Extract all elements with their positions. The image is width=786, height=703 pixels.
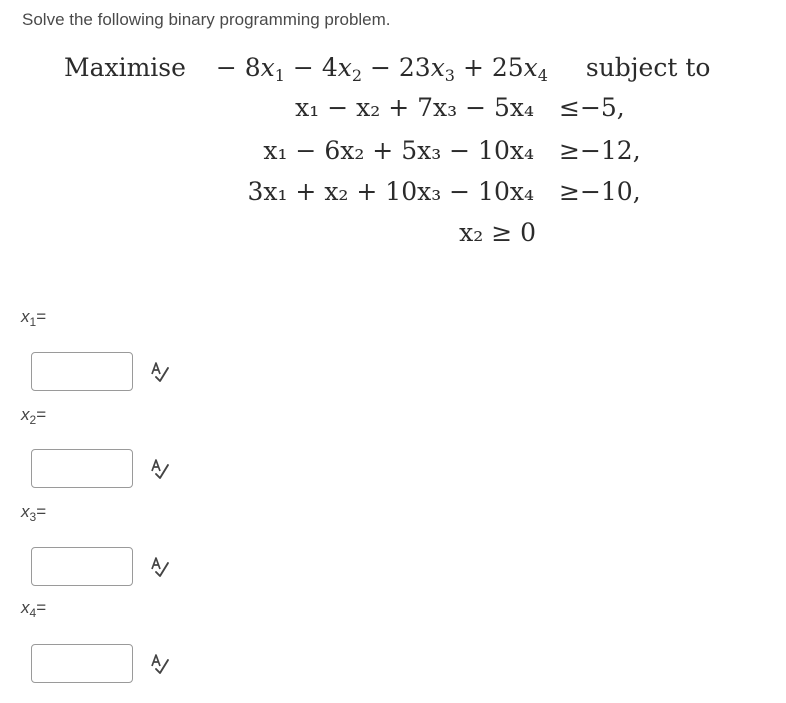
instructions-text: Solve the following binary programming problem.: [22, 10, 391, 29]
answer-label-x3: $x_3=$: [21, 502, 47, 524]
constraint-2-rel: ≥−12,: [559, 136, 641, 165]
answer-label-x1: $x_1=$: [21, 307, 47, 329]
answer-input-x1[interactable]: [31, 352, 133, 391]
spellcheck-icon[interactable]: [147, 458, 171, 480]
answer-label-x4: $x_4=$: [21, 598, 47, 620]
answer-label-x2: $x_2=$: [21, 405, 47, 427]
spellcheck-icon[interactable]: [147, 361, 171, 383]
answer-input-x3[interactable]: [31, 547, 133, 586]
constraint-2-lhs: x₁ − 6x₂ + 5x₃ − 10x₄: [263, 136, 534, 165]
spellcheck-icon[interactable]: [147, 653, 171, 675]
constraint-3-lhs: 3x₁ + x₂ + 10x₃ − 10x₄: [247, 177, 534, 206]
constraint-1-rel: ≤−5,: [559, 93, 625, 122]
answer-input-x4[interactable]: [31, 644, 133, 683]
maximise-keyword: Maximise: [64, 53, 186, 82]
objective-row: [64, 53, 710, 83]
answer-input-x2[interactable]: [31, 449, 133, 488]
subject-to-text: subject to: [585, 53, 711, 82]
constraint-4: x₂ ≥ 0: [459, 218, 536, 247]
objective-expression: − $8x_1 - 4x_2 - 23x_3 + 25x_4$: [215, 53, 548, 85]
constraint-1-lhs: x₁ − x₂ + 7x₃ − 5x₄: [295, 93, 534, 122]
spellcheck-icon[interactable]: [147, 556, 171, 578]
constraint-3-rel: ≥−10,: [559, 177, 641, 206]
